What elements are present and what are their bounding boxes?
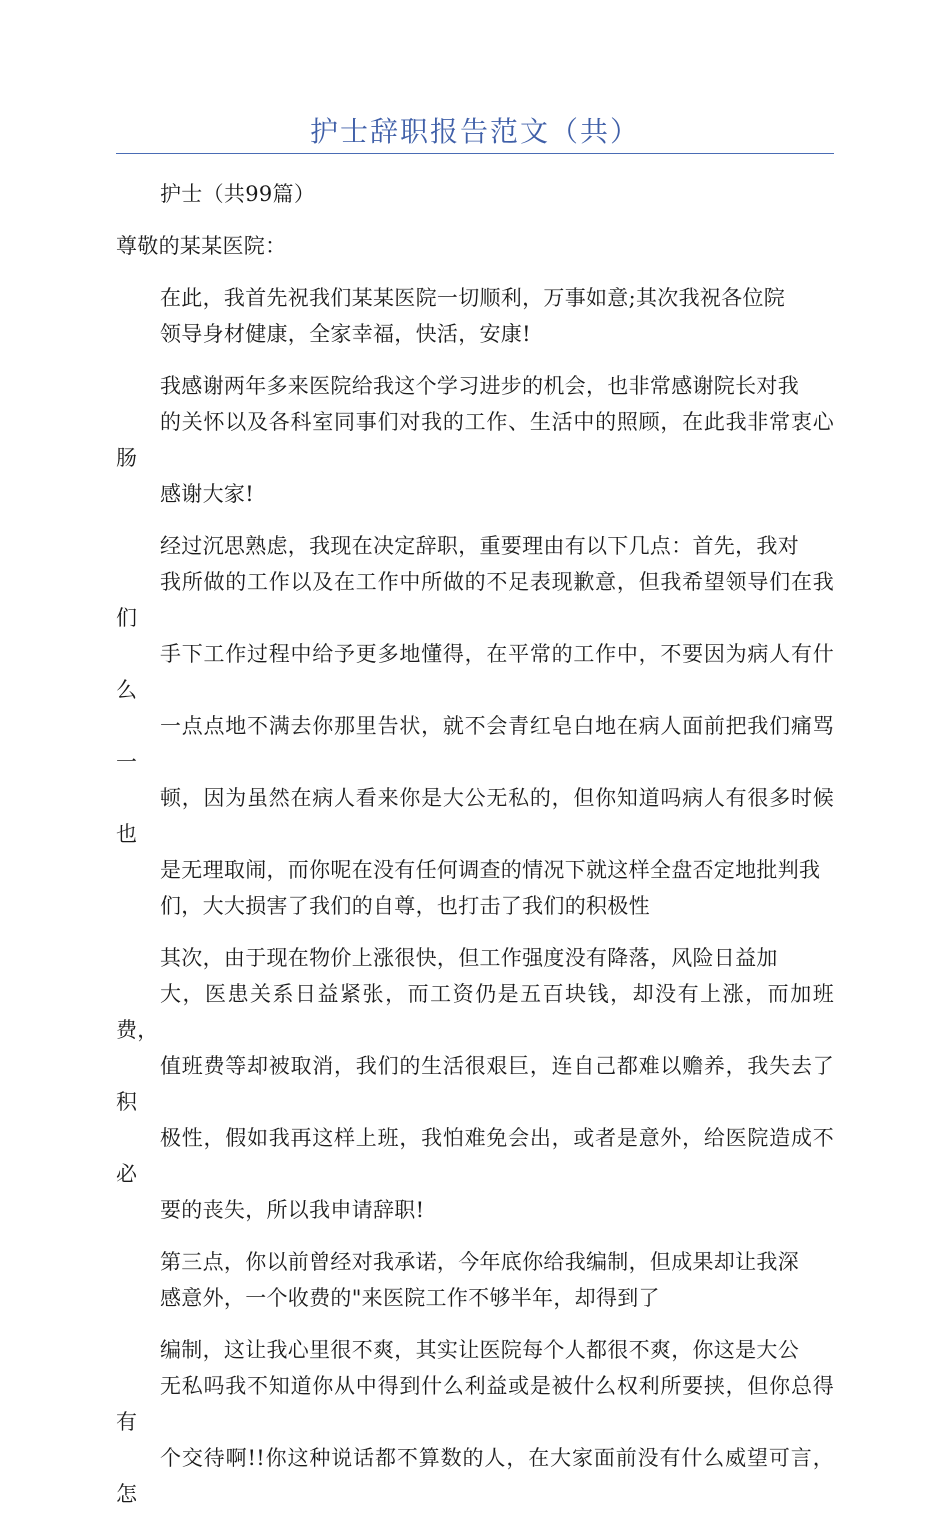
text-line: 经过沉思熟虑，我现在决定辞职，重要理由有以下几点：首先，我对 (160, 534, 799, 558)
text-line: 无私吗我不知道你从中得到什么利益或是被什么权利所要挟，但你总得有 (116, 1374, 834, 1434)
document-title: 护士辞职报告范文（共） (309, 115, 640, 148)
paragraph (116, 280, 834, 352)
text-line: 我感谢两年多来医院给我这个学习进步的机会，也非常感谢院长对我 (160, 374, 799, 398)
text-line: 在此，我首先祝我们某某医院一切顺利，万事如意;其次我祝各位院 (160, 286, 786, 310)
text-line: 值班费等却被取消，我们的生活很艰巨，连自己都难以赡养，我失去了积 (116, 1054, 834, 1114)
title-underline (116, 153, 834, 154)
text-line: 个交待啊!!你这种说话都不算数的人，在大家面前没有什么威望可言，怎 (116, 1446, 834, 1506)
paragraph (116, 1244, 834, 1316)
text-line: 是无理取闹，而你呢在没有任何调查的情况下就这样全盘否定地批判我 (160, 858, 821, 882)
text-line: 我所做的工作以及在工作中所做的不足表现歉意，但我希望领导们在我们 (116, 570, 834, 630)
text-line: 的关怀以及各科室同事们对我的工作、生活中的照顾，在此我非常衷心肠 (116, 410, 834, 470)
text-line: 编制，这让我心里很不爽，其实让医院每个人都很不爽，你这是大公 (160, 1338, 799, 1362)
text-line: 其次，由于现在物价上涨很快，但工作强度没有降落，风险日益加 (160, 946, 778, 970)
document-body (116, 176, 834, 1528)
text-line: 第三点，你以前曾经对我承诺，今年底你给我编制，但成果却让我深 (160, 1250, 799, 1274)
text-line: 大，医患关系日益紧张，而工资仍是五百块钱，却没有上涨，而加班费， (116, 982, 834, 1042)
text-line: 感意外，一个收费的"来医院工作不够半年，却得到了 (160, 1286, 660, 1310)
paragraph (116, 1332, 834, 1512)
text-line: 一点点地不满去你那里告状，就不会青红皂白地在病人面前把我们痛骂一 (116, 714, 834, 774)
paragraph (116, 368, 834, 512)
text-line: 要的丧失，所以我申请辞职! (160, 1198, 425, 1222)
text-line: 们，大大损害了我们的自尊，也打击了我们的积极性 (160, 894, 650, 918)
text-line: 感谢大家! (160, 482, 254, 506)
text-line: 极性，假如我再这样上班，我怕难免会出，或者是意外，给医院造成不必 (116, 1126, 834, 1186)
paragraph (116, 228, 834, 264)
text-line: 领导身材健康，全家幸福，快活，安康! (160, 322, 531, 346)
text-line: 顿，因为虽然在病人看来你是大公无私的，但你知道吗病人有很多时候也 (116, 786, 834, 846)
text-line: 手下工作过程中给予更多地懂得，在平常的工作中，不要因为病人有什么 (116, 642, 834, 702)
text-line: 尊敬的某某医院： (116, 234, 287, 258)
text-line: 护士（共99篇） (160, 182, 316, 206)
paragraph (116, 940, 834, 1228)
paragraph (116, 176, 834, 212)
paragraph (116, 528, 834, 924)
